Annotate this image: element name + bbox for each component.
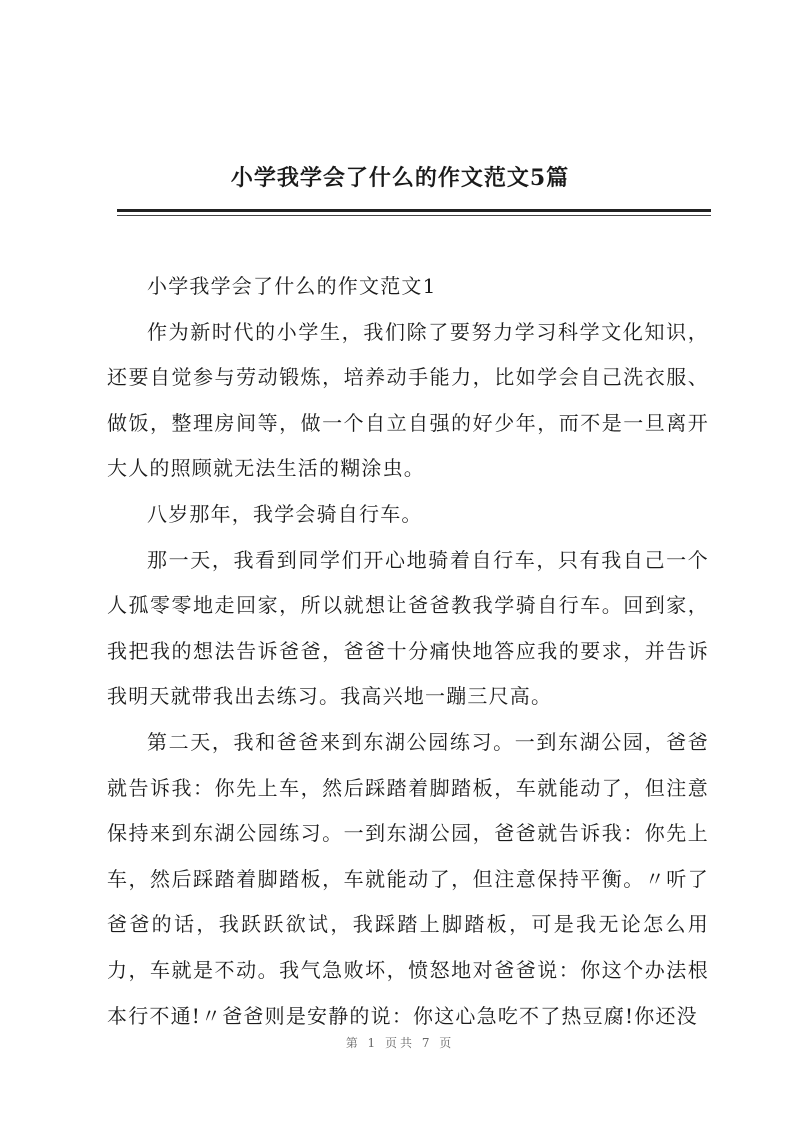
paragraph: 八岁那年，我学会骑自行车。 bbox=[147, 501, 423, 526]
title-divider bbox=[117, 209, 711, 212]
title-divider-thin bbox=[117, 215, 711, 216]
page-title: 小学我学会了什么的作文范文5篇 bbox=[230, 165, 570, 191]
paragraph: 第二天，我和爸爸来到东湖公园练习。一到东湖公园，爸爸就告诉我：你先上车，然后踩踏着脚踏板，车就能动了，但注意保持来到东湖公园练习。一到东湖公园，爸爸就告诉我：你先上车，然后踩踏着脚踏板，车就能动了，但注意保持平衡。〃听了爸爸的话，我跃跃欲试，我踩踏上脚踏板，可是我无论怎么用力，车就是不动。我气急败坏，愤怒地对爸爸说：你这个办法根本行不通!〃爸爸则是安静的说：你这心急吃不了热豆腐!你还没 bbox=[107, 729, 709, 1028]
paragraph: 那一天，我看到同学们开心地骑着自行车，只有我自己一个人孤零零地走回家，所以就想让爸爸教我学骑自行车。回到家，我把我的想法告诉爸爸，爸爸十分痛快地答应我的要求，并告诉我明天就带我出去练习。我高兴地一蹦三尺高。 bbox=[107, 547, 709, 709]
document-body bbox=[107, 264, 709, 1039]
page-number: 第 1 页共 7 页 bbox=[345, 1036, 455, 1050]
section-heading: 小学我学会了什么的作文范文1 bbox=[147, 274, 437, 298]
paragraph: 作为新时代的小学生，我们除了要努力学习科学文化知识，还要自觉参与劳动锻炼，培养动手能力，比如学会自己洗衣服、做饭，整理房间等，做一个自立自强的好少年，而不是一旦离开大人的照顾就无法生活的糊涂虫。 bbox=[107, 319, 709, 481]
